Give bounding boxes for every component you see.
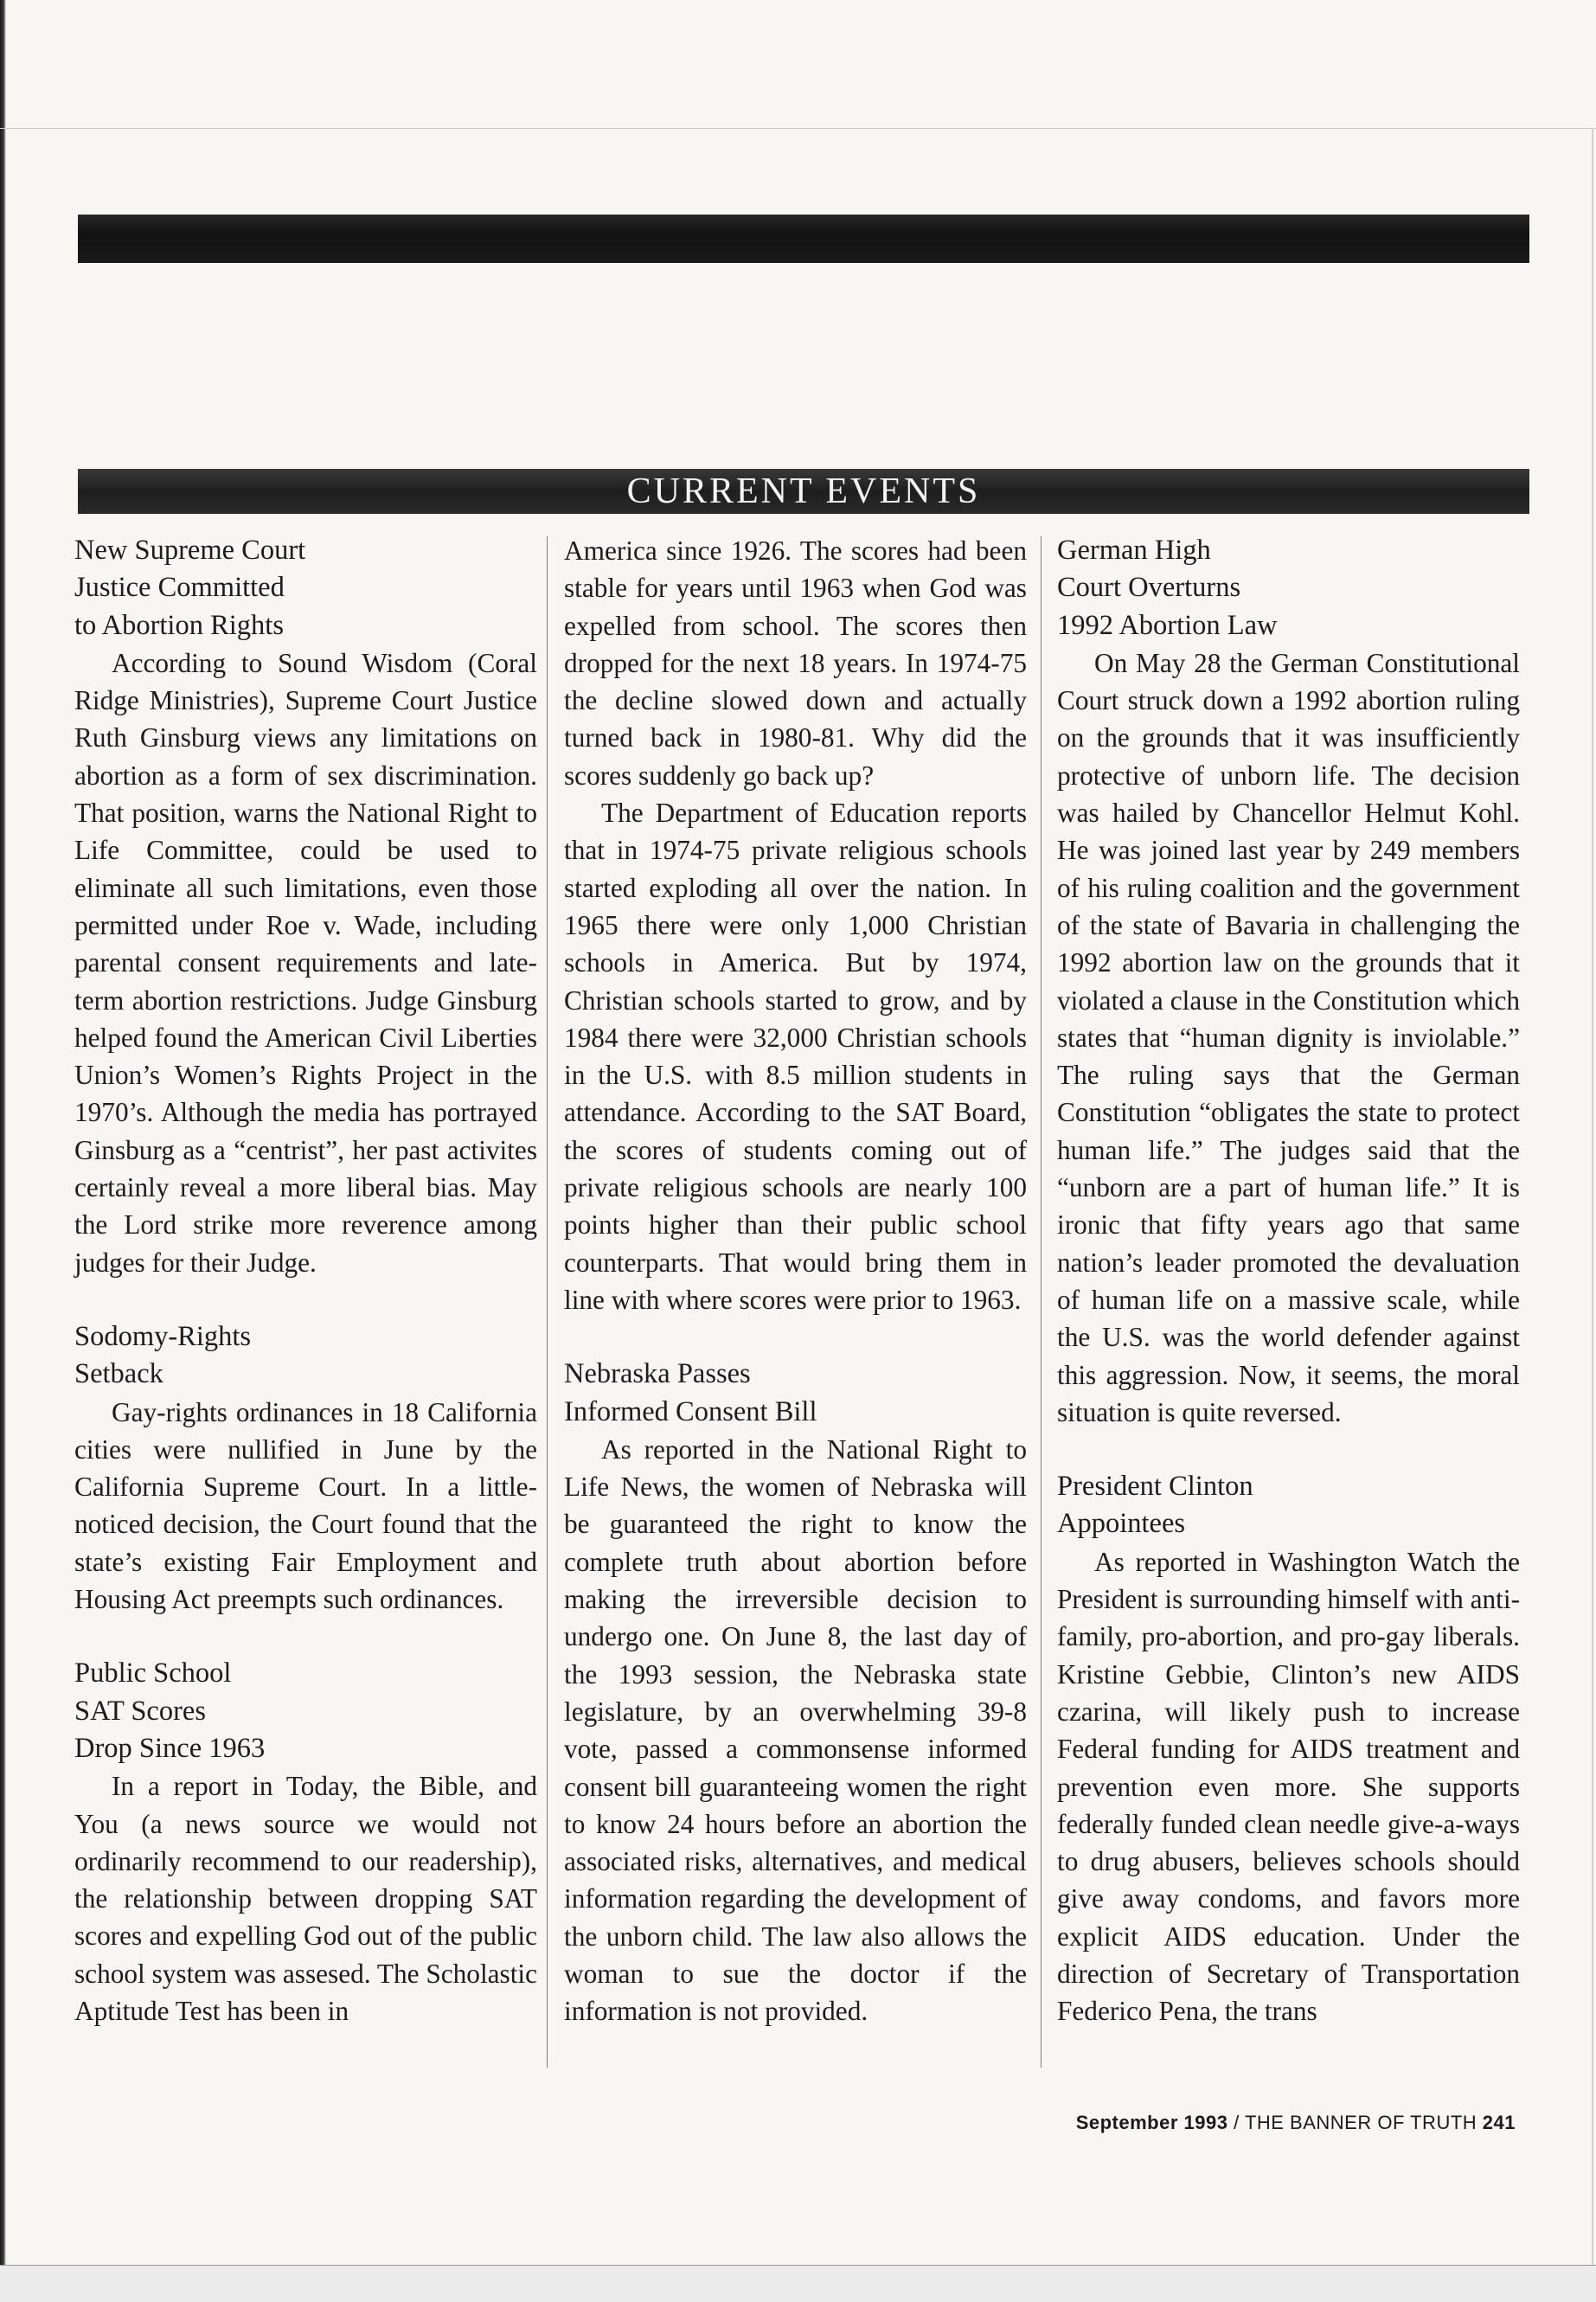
article-body: As reported in Washington Watch the President is surrounding himself with anti-family, pro-abortion, and pro-gay liberals. Kristine Gebbie, Clinton’s new AIDS czarina, will likely push to increase Federal funding for AIDS treatment and prevention even more. She supports federally funded clean needle give-a-ways to drug abusers, believes schools should give away condoms, and favors more explicit AIDS education. Under the direction of Secretary of Transportation Federico Pena, the trans: [1057, 1546, 1520, 2027]
article-headline: [74, 1655, 537, 1767]
article-headline: [564, 1356, 1027, 1431]
scan-edge-bottom: [0, 2265, 1596, 2302]
footer-publication: THE BANNER OF TRUTH: [1244, 2112, 1477, 2133]
article-body: Gay-rights ordinances in 18 California cities were nullified in June by the California Supreme Court. In a little-noticed decision, the Court found that the state’s existing Fair Employment and Housing Act preempts such ordinances.: [74, 1396, 537, 1615]
article-headline: [74, 1318, 537, 1394]
headline-line: Public School: [74, 1658, 232, 1690]
article-nebraska: [564, 1356, 1027, 2029]
article-german-court: [1057, 532, 1520, 1431]
headline-line: Informed Consent Bill: [564, 1395, 817, 1427]
headline-line: German High: [1057, 535, 1211, 566]
article-spacer: [564, 1318, 1027, 1356]
article-sodomy-rights: [74, 1318, 537, 1618]
article-spacer: [1057, 1431, 1520, 1468]
article-spacer: [74, 1618, 537, 1655]
headline-line: Appointees: [1057, 1508, 1186, 1540]
headline-line: SAT Scores: [74, 1695, 206, 1727]
headline-line: Court Overturns: [1057, 572, 1241, 604]
article-headline: [74, 532, 537, 644]
article-sat-scores: [74, 1655, 537, 2029]
column-2: [564, 532, 1027, 2030]
article-body: As reported in the National Right to Life News, the women of Nebraska will be guaranteed the right to know the complete truth about abortion before making the irreversible decision to undergo one. On June 8, the last day of the 1993 session, the Nebraska state legislature, by an overwhelming 39-8 vote, passed a commonsense informed consent bill guaranteeing women the right to know 24 hours before an abortion the associated risks, alternatives, and medical information regarding the development of the unborn child. The law also allows the woman to sue the doctor if the information is not provided.: [564, 1433, 1027, 2027]
headline-line: Justice Committed: [74, 572, 285, 604]
scan-edge-top: [0, 128, 1596, 129]
article-body: According to Sound Wisdom (Coral Ridge Ministries), Supreme Court Justice Ruth Ginsburg views any limitations on abortion as a form of sex discrimination. That position, warns the National Right to Life Committee, could be used to eliminate all such limitations, even those permitted under Roe v. Wade, including parental consent requirements and late-term abortion restrictions. Judge Ginsburg helped found the American Civil Liberties Union’s Women’s Rights Project in the 1970’s. Although the media has portrayed Ginsburg as a “centrist”, her past activites certainly reveal a more liberal bias. May the Lord strike more reverence among judges for their Judge.: [74, 647, 537, 1278]
header-bar: [78, 215, 1529, 263]
headline-line: Nebraska Passes: [564, 1358, 751, 1390]
article-spacer: [74, 1281, 537, 1318]
article-sat-scores-continued: [564, 532, 1027, 1318]
article-body: On May 28 the German Constitutional Court struck down a 1992 abortion ruling on the grounds that it was insufficiently protective of unborn life. The decision was hailed by Chancellor Helmut Kohl. He was joined last year by 249 members of his ruling coalition and the government of the state of Bavaria in challenging the 1992 abortion law on the grounds that it violated a clause in the Constitution which states that “human dignity is inviolable.” The ruling says that the German Constitution “obligates the state to protect human life.” The judges said that the “unborn are a part of human life.” It is ironic that fifty years ago that same nation’s leader promoted the devaluation of human life on a massive scale, while the U.S. was the world defender against this aggression. Now, it seems, the moral situation is quite reversed.: [1057, 647, 1520, 1427]
column-rule-1: [547, 536, 548, 2068]
article-supreme-court: [74, 532, 537, 1281]
headline-line: President Clinton: [1057, 1471, 1253, 1503]
headline-line: Sodomy-Rights: [74, 1320, 252, 1352]
headline-line: Setback: [74, 1358, 163, 1390]
footer-page-number: 241: [1482, 2112, 1516, 2133]
article-body: America since 1926. The scores had been stable for years until 1963 when God was expelled from school. The scores then dropped for the next 18 years. In 1974-75 the decline slowed down and actually turned back in 1980-81. Why did the scores suddenly go back up?: [564, 535, 1027, 791]
column-3: [1057, 532, 1520, 2030]
column-rule-2: [1041, 536, 1042, 2068]
headline-line: New Supreme Court: [74, 535, 306, 566]
footer-date: September 1993: [1075, 2112, 1228, 2133]
article-headline: [1057, 532, 1520, 644]
section-banner: [78, 469, 1529, 514]
headline-line: to Abortion Rights: [74, 609, 284, 641]
scan-edge-right: [1592, 128, 1593, 2265]
article-clinton: [1057, 1468, 1520, 2029]
scan-edge-left: [0, 0, 6, 2301]
headline-line: Drop Since 1963: [74, 1732, 266, 1764]
column-1: [74, 532, 537, 2029]
article-body: In a report in Today, the Bible, and You (a news source we would not ordinarily recommend to our readership), the relationship between dropping SAT scores and expelling God out of the public school system was assesed. The Scholastic Aptitude Test has been in: [74, 1771, 537, 2026]
section-title: CURRENT EVENTS: [626, 471, 981, 511]
headline-line: 1992 Abortion Law: [1057, 609, 1278, 641]
page-footer: [1057, 2112, 1516, 2134]
footer-separator: /: [1234, 2112, 1240, 2133]
article-body: The Department of Education reports that in 1974-75 private religious schools started exploding all over the nation. In 1965 there were only 1,000 Christian schools in America. But by 1974, Christian schools started to grow, and by 1984 there were 32,000 Christian schools in the U.S. with 8.5 million students in attendance. According to the SAT Board, the scores of students coming out of private religious schools are nearly 100 points higher than their public school counterparts. That would bring them in line with where scores were prior to 1963.: [564, 798, 1027, 1315]
article-headline: [1057, 1468, 1520, 1543]
